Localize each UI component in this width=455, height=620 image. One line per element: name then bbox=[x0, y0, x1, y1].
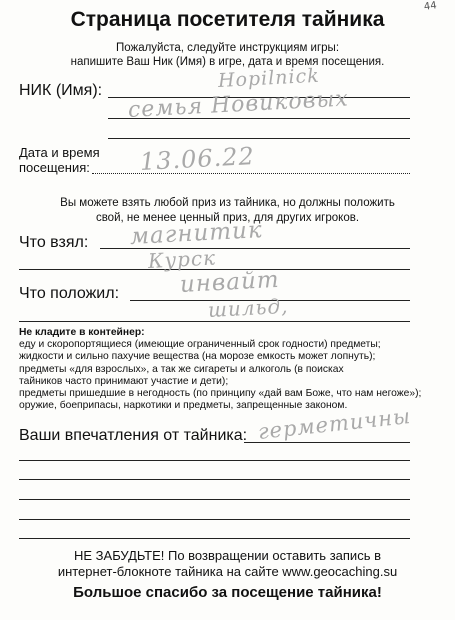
instructions-line-2: напишите Ваш Ник (Имя) в игре, дата и время посещения. bbox=[70, 56, 385, 68]
visit-value: 13.06.22 bbox=[139, 142, 256, 176]
footer-thanks: Большое спасибо за посещение тайника! bbox=[73, 584, 382, 601]
prize-note-line-2: свой, не менее ценный приз, для других игроков. bbox=[95, 212, 360, 224]
rules-line: жидкости и сильно пахучие вещества (на морозе емкость может лопнуть); bbox=[19, 351, 376, 363]
page-title: Страница посетителя тайника bbox=[70, 8, 385, 31]
rules-line: еду и скоропортящиеся (имеющие ограниченный срок годности) предметы; bbox=[19, 339, 381, 351]
nick-entry-1: Hopilnick bbox=[217, 64, 321, 92]
rules-line: предметы «для взрослых», а так же сигареты и алкоголь (в поисках bbox=[19, 363, 344, 375]
took-entry-1: магнитик bbox=[129, 217, 264, 250]
took-label: Что взял: bbox=[19, 234, 89, 251]
impressions-line bbox=[19, 479, 410, 480]
rules-line: предметы пришедшие в негодность (по принципу «дай вам Боже, что нам негоже»); bbox=[19, 388, 422, 400]
impressions-line bbox=[19, 538, 410, 539]
footer-line-1: НЕ ЗАБУДЬТЕ! По возвращении оставить запись в bbox=[74, 548, 381, 563]
put-label: Что положил: bbox=[19, 285, 120, 302]
rules-line: тайников часто принимают участие и дети); bbox=[19, 375, 229, 387]
put-entry-2: шильд, bbox=[207, 293, 290, 322]
nick-line-3 bbox=[108, 138, 410, 139]
impressions-line bbox=[19, 460, 410, 461]
rules-heading: Не кладите в контейнер: bbox=[19, 327, 145, 338]
visit-label-line-1: Дата и время bbox=[19, 145, 100, 160]
rules-block bbox=[19, 327, 439, 412]
nick-label: НИК (Имя): bbox=[19, 82, 103, 99]
impressions-line bbox=[19, 519, 410, 520]
page-number: 44 bbox=[423, 0, 438, 13]
impressions-entry: герметичны bbox=[256, 403, 413, 444]
took-entry-2: Курск bbox=[147, 245, 217, 273]
instructions-line-1: Пожалуйста, следуйте инструкциям игры: bbox=[115, 42, 340, 54]
impressions-line bbox=[19, 499, 410, 500]
nick-entry-2: семья Новиковых bbox=[127, 86, 350, 123]
visit-label-line-2: посещения: bbox=[19, 160, 90, 175]
rules-line: оружие, боеприпасы, наркотики и предметы, запрещенные законом. bbox=[19, 400, 348, 412]
put-entry-1: инвайт bbox=[179, 266, 281, 298]
prize-note-line-1: Вы можете взять любой приз из тайника, но должны положить bbox=[60, 197, 395, 209]
footer-line-2: интернет-блокноте тайника на сайте www.geocaching.su bbox=[57, 564, 398, 579]
impressions-label: Ваши впечатления от тайника: bbox=[19, 427, 248, 444]
